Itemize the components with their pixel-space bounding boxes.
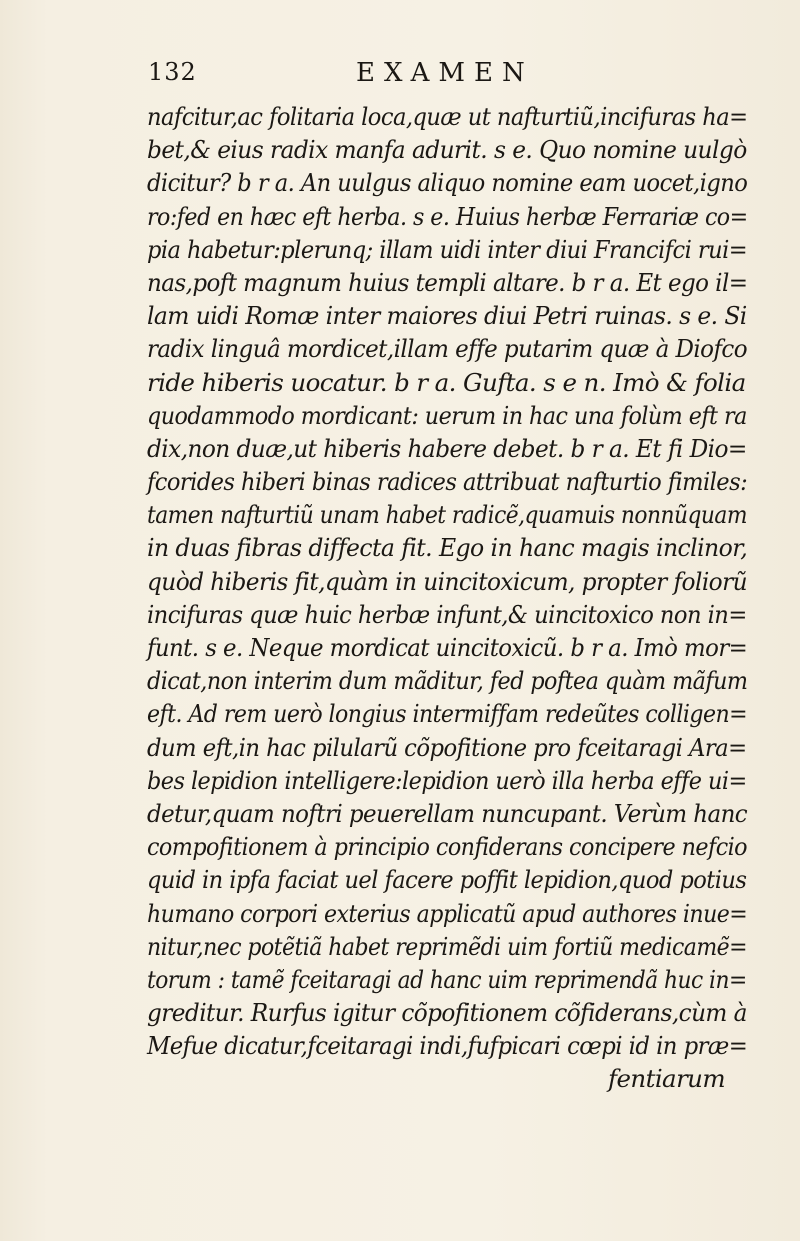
text-line: dum eft,in hac pilularũ cõpofitione pro fceitaragi Ara= bbox=[147, 732, 747, 762]
text-line: dicitur? b r a. An uulgus aliquo nomine eam uocet,igno bbox=[147, 168, 748, 198]
text-line: torum : tamẽ fceitaragi ad hanc uim reprimendã huc in= bbox=[147, 964, 747, 994]
text-line: dix,non duæ,ut hiberis habere debet. b r a. Et fi Dio= bbox=[147, 433, 747, 463]
text-line: funt. s e. Neque mordicat uincitoxicũ. b r a. Imò mor= bbox=[147, 633, 748, 662]
text-line: ride hiberis uocatur. b r a. Gufta. s e n. Imò & folia bbox=[147, 367, 746, 397]
running-head: EXAMEN bbox=[356, 58, 534, 88]
text-line: nitur,nec potẽtiã habet reprimẽdi uim fortiũ medicamẽ= bbox=[147, 931, 748, 961]
text-line: quid in ipfa faciat uel facere poffit lepidion,quod potius bbox=[147, 865, 747, 895]
text-line: humano corpori exterius applicatũ apud authores inue= bbox=[147, 898, 748, 928]
text-line: fcorides hiberi binas radices attribuat nafturtio fimiles: bbox=[147, 467, 748, 497]
text-line: pia habetur:plerunq; illam uidi inter diui Francifci rui= bbox=[147, 234, 748, 264]
text-line: eft. Ad rem uerò longius intermiffam redeũtes colligen= bbox=[147, 699, 748, 729]
text-line: tamen nafturtiũ unam habet radicẽ,quamuis nonnũquam bbox=[147, 500, 747, 530]
text-line: incifuras quæ huic herbæ infunt,& uincitoxico non in= bbox=[147, 599, 747, 629]
text-line: Mefue dicatur,fceitaragi indi,fufpicari cœpi id in præ= bbox=[147, 1031, 748, 1061]
text-line: detur,quam noftri peuerellam nuncupant. Verùm hanc bbox=[147, 798, 748, 828]
text-line: bet,& eius radix manfa adurit. s e. Quo nomine uulgò bbox=[147, 135, 747, 165]
text-line: ro:fed en hæc eft herba. s e. Huius herbæ Ferrariæ co= bbox=[147, 201, 748, 231]
text-line: greditur. Rurfus igitur cõpofitionem cõfiderans,cùm à bbox=[147, 998, 747, 1028]
text-line: in duas fibras diffecta fit. Ego in hanc magis inclinor, bbox=[147, 533, 748, 563]
text-line: nafcitur,ac folitaria loca,quæ ut nafturtiũ,incifuras ha= bbox=[147, 102, 748, 131]
text-line: lam uidi Romæ inter maiores diui Petri ruinas. s e. Si bbox=[147, 301, 747, 331]
text-line: quòd hiberis fit,quàm in uincitoxicum, propter foliorũ bbox=[147, 566, 748, 596]
text-line: compofitionem à principio confiderans concipere nefcio bbox=[147, 832, 748, 862]
text-line: dicat,non interim dum mãditur, fed poftea quàm mãfum bbox=[147, 666, 748, 696]
page-number: 132 bbox=[148, 58, 197, 86]
catchword: fentiarum bbox=[608, 1064, 725, 1094]
text-line: nas,poft magnum huius templi altare. b r a. Et ego il= bbox=[147, 267, 748, 297]
body-text bbox=[147, 100, 747, 1096]
text-line: radix linguâ mordicet,illam effe putarim quæ à Diofco bbox=[147, 334, 748, 364]
text-line: quodammodo mordicant: uerum in hac una folùm eft ra bbox=[147, 400, 747, 430]
text-line: bes lepidion intelligere:lepidion uerò illa herba effe ui= bbox=[147, 765, 747, 795]
